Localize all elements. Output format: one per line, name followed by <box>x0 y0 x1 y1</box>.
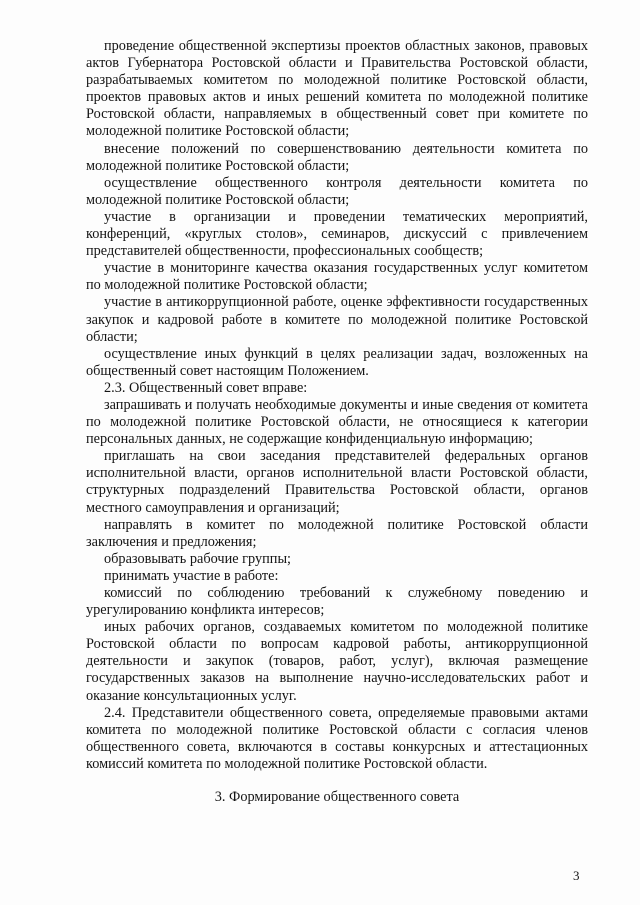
paragraph-anticorruption: участие в антикоррупционной работе, оценке эффективности государственных закупок и кадровой работе в комитете по молодежной политике Ростовской области; <box>86 294 588 345</box>
page-number: 3 <box>573 868 580 883</box>
paragraph-improvement-proposals: внесение положений по совершенствованию деятельности комитета по молодежной политике Ростовской области; <box>86 140 588 174</box>
paragraph-working-bodies: иных рабочих органов, создаваемых комитетом по молодежной политике Ростовской области по вопросам кадровой работы, антикоррупционной деятельности и закупок (товаров, работ, услуг), включая размещение государственных заказов на выполнение научно-исследовательских работ и оказание консультационных услуг. <box>86 619 588 704</box>
paragraph-representatives: 2.4. Представители общественного совета, определяемые правовыми актами комитета по молодежной политике Ростовской области с согласия членов общественного совета, включаются в составы конкурсных и аттестационных комиссий комитета по молодежной политике Ростовской области. <box>86 704 588 772</box>
paragraph-public-expertise: проведение общественной экспертизы проектов областных законов, правовых актов Губернатора Ростовской области и Правительства Ростовской области, разрабатываемых комитетом по молодежной политике Ростовской области, проектов правовых актов и иных решений комитета по молодежной политике Ростовской области, направляемых в общественный совет при комитете по молодежной политике Ростовской области; <box>86 38 588 140</box>
paragraph-invite-representatives: приглашать на свои заседания представителей федеральных органов исполнительной власти, органов исполнительной власти Ростовской области, структурных подразделений Правительства Ростовской области, органов местного самоуправления и организаций; <box>86 448 588 516</box>
paragraph-thematic-events: участие в организации и проведении тематических мероприятий, конференций, «круглых столов», семинаров, дискуссий с привлечением представителей общественности, профессиональных сообществ; <box>86 208 588 260</box>
paragraph-participation: принимать участие в работе: <box>104 567 279 584</box>
paragraph-public-control: осуществление общественного контроля деятельности комитета по молодежной политике Ростовской области; <box>86 174 588 208</box>
paragraph-working-groups: образовывать рабочие группы; <box>104 550 292 567</box>
paragraph-rights-intro: 2.3. Общественный совет вправе: <box>104 379 308 396</box>
paragraph-commissions: комиссий по соблюдению требований к служебному поведению и урегулированию конфликта интересов; <box>86 585 588 619</box>
paragraph-service-monitoring: участие в мониторинге качества оказания государственных услуг комитетом по молодежной политике Ростовской области; <box>86 260 588 294</box>
page-body <box>86 38 588 806</box>
paragraph-other-functions: осуществление иных функций в целях реализации задач, возложенных на общественный совет настоящим Положением. <box>86 345 588 379</box>
section-heading: 3. Формирование общественного совета <box>214 789 460 806</box>
paragraph-request-documents: запрашивать и получать необходимые документы и иные сведения от комитета по молодежной политике Ростовской области, не относящиеся к категории персональных данных, не содержащие конфиденциальную информацию; <box>86 396 588 448</box>
paragraph-send-proposals: направлять в комитет по молодежной политике Ростовской области заключения и предложения; <box>86 516 588 550</box>
